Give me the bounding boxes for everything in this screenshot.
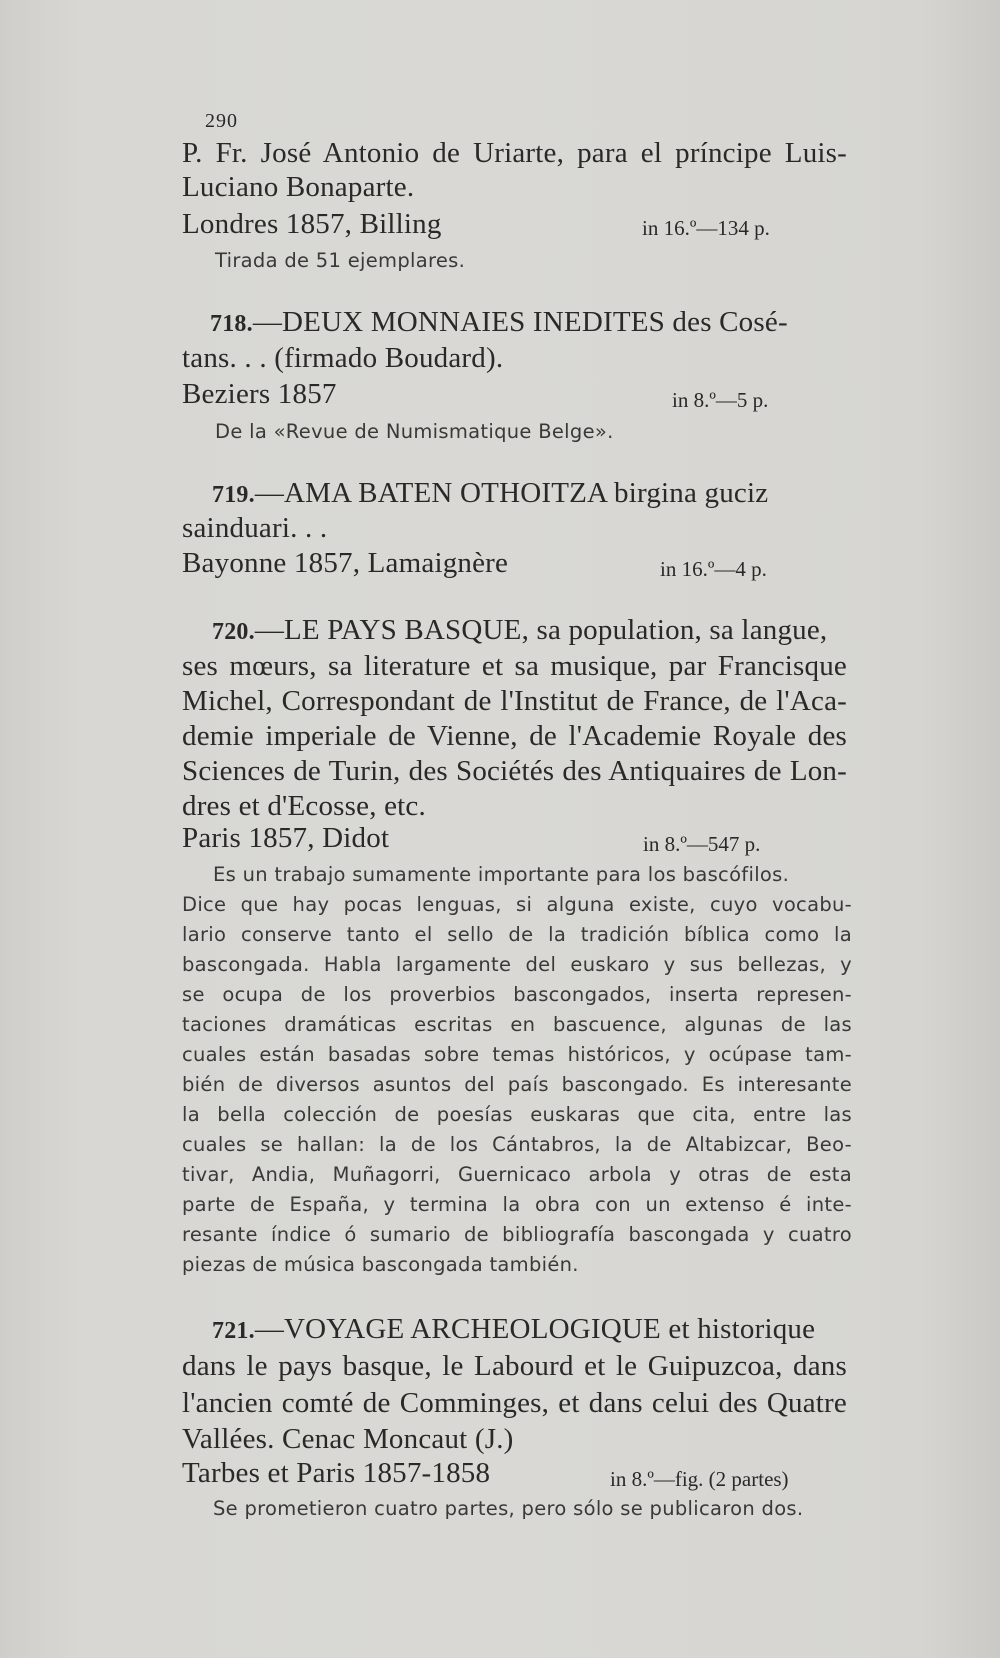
entry-720-imprint: Paris 1857, Didot xyxy=(182,822,390,854)
entry-721-title: —VOYAGE ARCHEOLOGIQUE et historique xyxy=(254,1313,816,1345)
entry-720-format: in 8.º—547 p. xyxy=(643,832,761,856)
entry-720-heading xyxy=(212,613,827,649)
entry-720-note-line-2: Dice que hay pocas lenguas, si alguna existe, cuyo vocabu- xyxy=(182,893,852,916)
entry-720-note-line-5: se ocupa de los proverbios bascongados, inserta represen- xyxy=(182,983,852,1006)
entry-718-title: —DEUX MONNAIES INEDITES des Cosé- xyxy=(252,306,788,338)
entry-719-title: —AMA BATEN OTHOITZA birgina guciz xyxy=(254,477,769,509)
entry-718-imprint: Beziers 1857 xyxy=(182,378,337,410)
entry-720-note-line-4: bascongada. Habla largamente del euskaro y sus bellezas, y xyxy=(182,953,852,976)
entry-719-number: 719. xyxy=(212,482,255,508)
entry-719-imprint: Bayonne 1857, Lamaignère xyxy=(182,547,509,579)
entry-720-number: 720. xyxy=(212,619,255,645)
entry-720-note-line-9: la bella colección de poesías euskaras que cita, entre las xyxy=(182,1103,852,1126)
entry-720-note-line-10: cuales se hallan: la de los Cántabros, la de Altabizcar, Beo- xyxy=(182,1133,852,1156)
entry-717-format: in 16.º—134 p. xyxy=(642,216,770,240)
entry-720-line-4: demie imperiale de Vienne, de l'Academie Royale des xyxy=(182,720,847,752)
entry-721-note: Se prometieron cuatro partes, pero sólo se publicaron dos. xyxy=(213,1497,804,1520)
entry-720-note-line-11: tivar, Andia, Muñagorri, Guernicaco arbola y otras de esta xyxy=(182,1163,852,1186)
entry-719-format: in 16.º—4 p. xyxy=(660,557,767,581)
entry-720-note-line-8: bién de diversos asuntos del país bascongado. Es interesante xyxy=(182,1073,852,1096)
entry-721-line-4: Vallées. Cenac Moncaut (J.) xyxy=(182,1423,514,1455)
entry-720-note-line-12: parte de España, y termina la obra con un extenso é inte- xyxy=(182,1193,852,1216)
entry-720-note-line-14: piezas de música bascongada también. xyxy=(182,1253,579,1276)
entry-717-imprint: Londres 1857, Billing xyxy=(182,208,442,240)
entry-720-line-5: Sciences de Turin, des Sociétés des Antiquaires de Lon- xyxy=(182,755,847,787)
entry-717-line-2: Luciano Bonaparte. xyxy=(182,171,415,203)
entry-720-line-2: ses mœurs, sa literature et sa musique, par Francisque xyxy=(182,650,847,682)
entry-719-heading xyxy=(212,476,768,512)
entry-720-line-6: dres et d'Ecosse, etc. xyxy=(182,790,426,822)
entry-718-note: De la «Revue de Numismatique Belge». xyxy=(215,420,614,443)
entry-720-note-line-3: lario conserve tanto el sello de la tradición bíblica como la xyxy=(182,923,852,946)
entry-721-format: in 8.º—fig. (2 partes) xyxy=(610,1467,789,1491)
entry-718-number: 718. xyxy=(210,311,253,337)
entry-721-imprint: Tarbes et Paris 1857-1858 xyxy=(182,1457,491,1489)
entry-720-note-line-6: taciones dramáticas escritas en bascuence, algunas de las xyxy=(182,1013,852,1036)
entry-721-line-2: dans le pays basque, le Labourd et le Guipuzcoa, dans xyxy=(182,1350,847,1382)
entry-720-note-line-13: resante índice ó sumario de bibliografía bascongada y cuatro xyxy=(182,1223,852,1246)
entry-718-heading xyxy=(210,305,788,341)
entry-720-title: —LE PAYS BASQUE, sa population, sa langue, xyxy=(254,614,828,646)
entry-721-heading xyxy=(212,1312,815,1348)
entry-721-line-3: l'ancien comté de Comminges, et dans celui des Quatre xyxy=(182,1387,847,1419)
entry-720-note-line-1: Es un trabajo sumamente importante para los bascófilos. xyxy=(213,863,790,886)
entry-717-line-1: P. Fr. José Antonio de Uriarte, para el príncipe Luis- xyxy=(182,137,847,169)
entry-719-line-2: sainduari. . . xyxy=(182,512,328,544)
entry-717-note: Tirada de 51 ejemplares. xyxy=(215,249,466,272)
entry-718-line-2: tans. . . (firmado Boudard). xyxy=(182,342,504,374)
entry-720-note-line-7: cuales están basadas sobre temas históricos, y ocúpase tam- xyxy=(182,1043,852,1066)
entry-718-format: in 8.º—5 p. xyxy=(672,388,769,412)
entry-721-number: 721. xyxy=(212,1318,255,1344)
page-number: 290 xyxy=(205,110,238,132)
entry-720-line-3: Michel, Correspondant de l'Institut de France, de l'Aca- xyxy=(182,685,847,717)
